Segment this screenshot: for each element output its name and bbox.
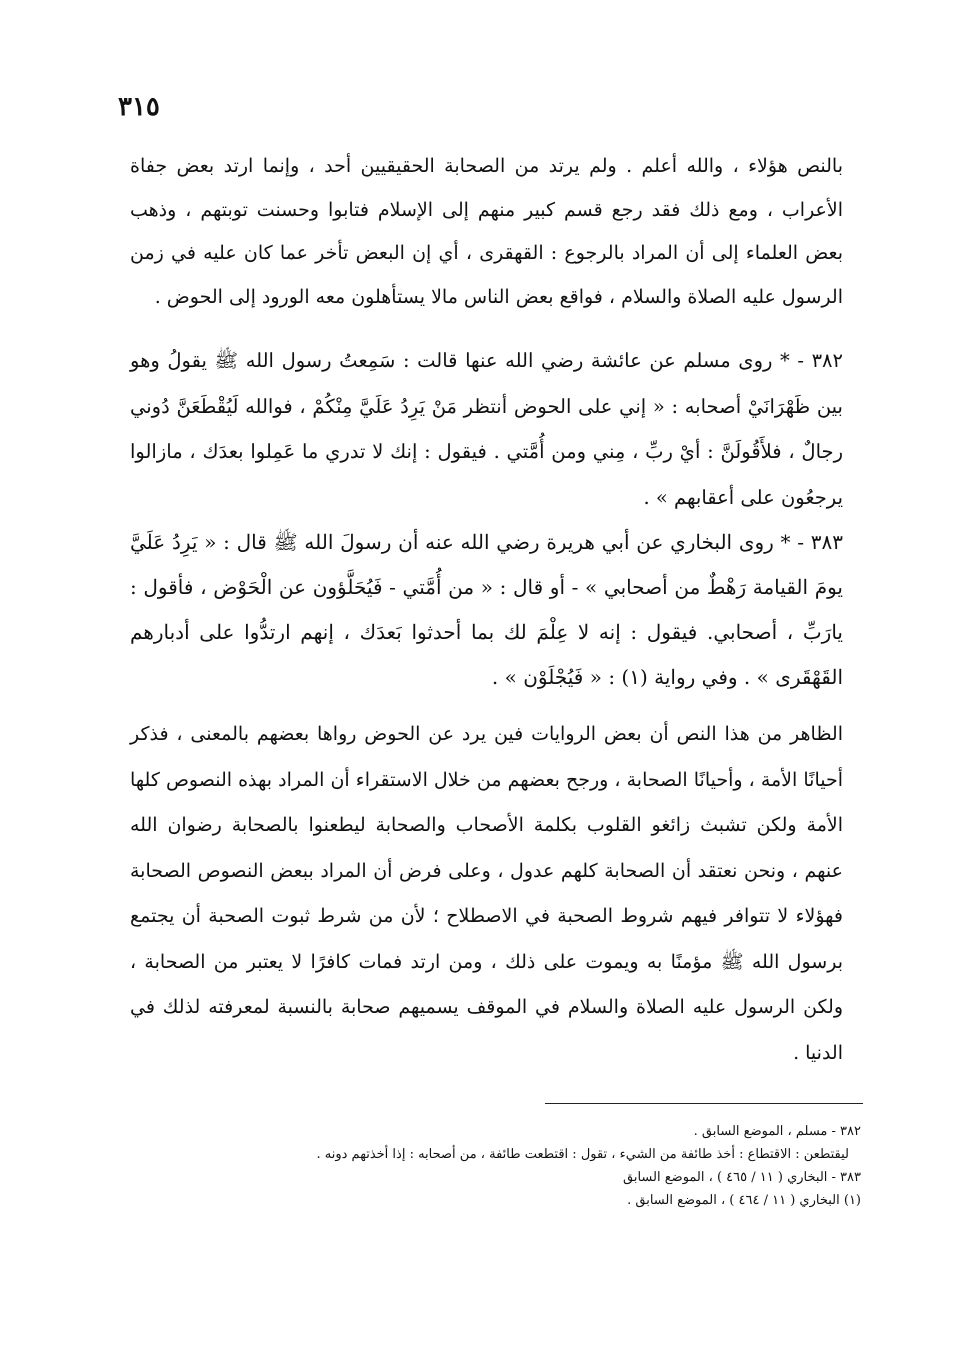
- footnotes: [180, 1120, 861, 1212]
- footnote-definition: ليقتطعن : الاقتطاع : أخذ طائفة من الشيء ، تقول : اقتطعت طائفة ، من أصحابه : إذا أخذتهم دونه .: [316, 1147, 849, 1162]
- hadith-382: [130, 338, 843, 520]
- footnote-divider: [545, 1103, 863, 1104]
- paragraph-text: ٣٨٣ - * روى البخاري عن أبي هريرة رضي الله عنه أن رسولَ الله ﷺ قال : « يَرِدُ عَلَيَّ يومَ القيامة رَهْطٌ من أصحابي » - أو قال : « من أُمَّتي - فَيُحَلَّؤون عن الْحَوْض ، فأقول : يارَبِّ ، أصحابي. فيقول : إنه لا عِلْمَ لك بما أحدثوا بَعدَك ، إنهم ارتدُّوا على أدبارهم القَهْقَرى » . وفي رواية (١) : « فَيُجْلَوْن » .: [130, 530, 843, 689]
- footnote-383: ٣٨٣ - البخاري ( ١١ / ٤٦٥ ) ، الموضع السابق: [623, 1170, 861, 1185]
- footnote-382: ٣٨٢ - مسلم ، الموضع السابق .: [693, 1124, 861, 1139]
- hadith-383: [130, 520, 843, 700]
- paragraph-text: بالنص هؤلاء ، والله أعلم . ولم يرتد من الصحابة الحقيقيين أحد ، وإنما ارتد بعض جفاة الأعراب ، ومع ذلك فقد رجع قسم كبير منهم إلى الإسلام فتابوا وحسنت توبتهم ، وذهب بعض العلماء إلى أن المراد بالرجوع : القهقرى ، أي إن البعض تأخر عما كان عليه في زمن الرسول عليه الصلاة والسلام ، فواقع بعض الناس مالا يستأهلون معه الورود إلى الحوض .: [130, 155, 843, 308]
- footnote-1: (١) البخاري ( ١١ / ٤٦٤ ) ، الموضع السابق .: [627, 1193, 861, 1208]
- paragraph-text: ٣٨٢ - * روى مسلم عن عائشة رضي الله عنها قالت : سَمِعتُ رسول الله ﷺ يقولُ وهو بين ظَهْرَانَيْ أصحابه : « إني على الحوض أنتظر مَنْ يَرِدُ عَلَيَّ مِنْكُمْ ، فوالله لَيُقْطَعَنَّ دُوني رجالٌ ، فلأَقُولَنَّ : أيْ ربِّ ، مِني ومن أُمَّتي . فيقول : إنك لا تدري ما عَمِلوا بعدَك ، مازالوا يرجعُون على أعقابهم » .: [130, 349, 843, 509]
- paragraph-commentary: [130, 712, 843, 1076]
- page-number: ٣١٥: [118, 92, 160, 122]
- paragraph-text: الظاهر من هذا النص أن بعض الروايات فين يرد عن الحوض رواها بعضهم بالمعنى ، فذكر أحيانًا الأمة ، وأحيانًا الصحابة ، ورجح بعضهم من خلال الاستقراء أن المراد بهذه النصوص كلها الأمة ولكن تشبث زائغو القلوب بكلمة الأصحاب والصحابة ليطعنوا بالصحابة رضوان الله عنهم ، ونحن نعتقد أن الصحابة كلهم عدول ، وعلى فرض أن المراد ببعض النصوص الصحابة فهؤلاء لا تتوافر فيهم شروط الصحبة في الاصطلاح ؛ لأن من شرط ثبوت الصحبة أن يجتمع برسول الله ﷺ مؤمنًا به ويموت على ذلك ، ومن ارتد فمات كافرًا لا يعتبر من الصحابة ، ولكن الرسول عليه الصلاة والسلام في الموقف يسميهم صحابة بالنسبة لمعرفته لذلك في الدنيا .: [130, 723, 843, 1064]
- paragraph-intro: [130, 145, 843, 319]
